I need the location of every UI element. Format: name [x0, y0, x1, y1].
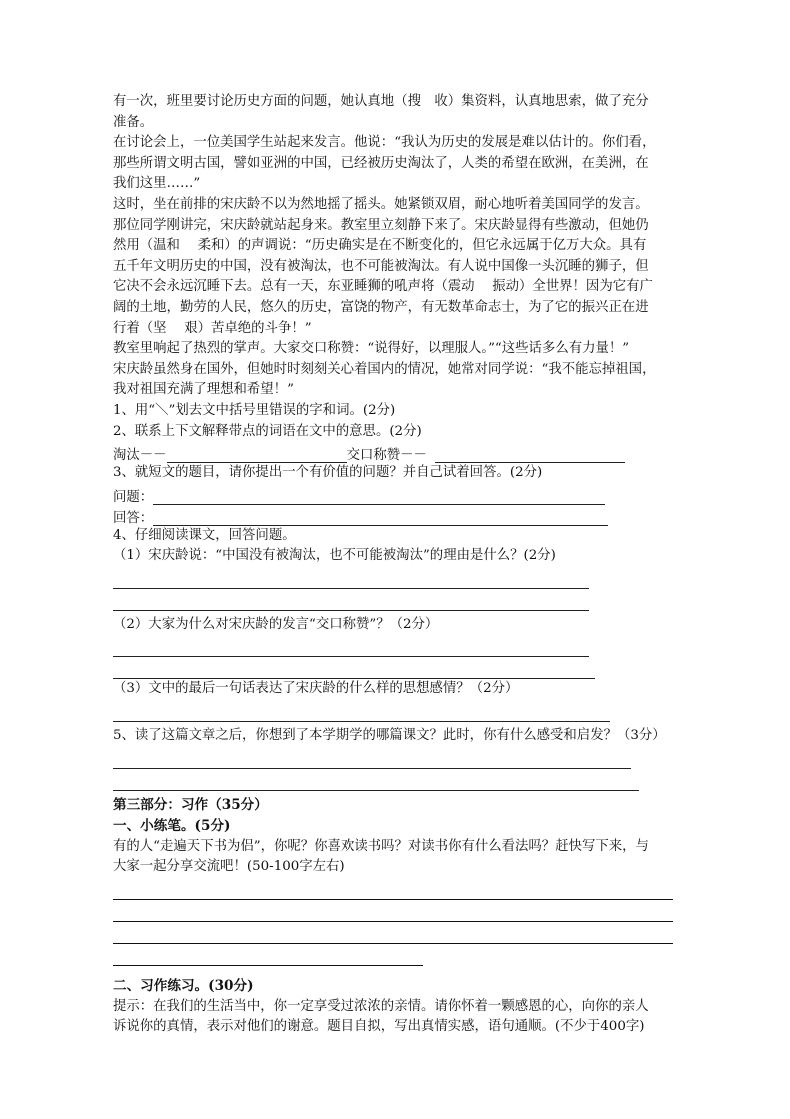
q3-answer-label: 回答：	[113, 510, 154, 526]
question-4-1: （1）宋庆龄说：“中国没有被淘汰，也不可能被淘汰”的理由是什么？(2分)	[113, 548, 556, 564]
writing-line[interactable]	[113, 878, 673, 900]
q3-question-label: 问题：	[113, 489, 154, 505]
question-4-2: （2）大家为什么对宋庆龄的发言“交口称赞”？（2分）	[113, 616, 439, 632]
writing-line[interactable]	[113, 900, 673, 922]
answer-line[interactable]	[113, 589, 589, 611]
section-2-prompt: 诉说你的真情，表示对他们的谢意。题目自拟，写出真情实感，语句通顺。(不少于400字)	[113, 1019, 645, 1035]
question-1: 1、用“＼”划去文中括号里错误的字和词。(2分)	[113, 402, 396, 418]
answer-line[interactable]	[113, 635, 589, 657]
passage-line: 在讨论会上，一位美国学生站起来发言。他说：“我认为历史的发展是难以估计的。你们看，	[113, 135, 656, 151]
answer-blank-question[interactable]	[153, 490, 605, 505]
answer-blank-answer[interactable]	[153, 511, 608, 526]
question-4-3: （3）文中的最后一句话表达了宋庆龄的什么样的思想感情？（2分）	[113, 681, 519, 697]
passage-line: 有一次，班里要讨论历史方面的问题，她认真地（搜 收）集资料，认真地思索，做了充分	[113, 94, 649, 109]
exam-page	[113, 92, 683, 1038]
answer-blank-taotai[interactable]	[167, 448, 347, 463]
section-2-heading: 二、习作练习。(30分)	[113, 977, 254, 994]
passage-line: 我们这里……”	[113, 176, 201, 192]
passage-line: 宋庆龄虽然身在国外，但她时时刻刻关心着国内的情况，她常对同学说：“我不能忘掉祖国，	[113, 361, 656, 377]
question-3-ask-row	[113, 484, 683, 505]
reading-passage	[113, 92, 683, 401]
passage-line: 准备。	[113, 114, 154, 130]
part-3-heading: 第三部分：习作（35分）	[113, 796, 268, 813]
answer-blank-jiaokou[interactable]	[435, 448, 625, 463]
passage-line: 行着（坚 艰）苦卓绝的斗争！”	[113, 320, 312, 336]
passage-line: 这时，坐在前排的宋庆龄不以为然地摇了摇头。她紧锁双眉，耐心地听着美国同学的发言。	[113, 196, 649, 212]
question-5: 5、读了这篇文章之后，你想到了本学期学的哪篇课文？此时，你有什么感受和启发？（3分）	[113, 728, 666, 744]
answer-line[interactable]	[113, 747, 631, 769]
answer-line[interactable]	[113, 769, 639, 791]
passage-line: 教室里响起了热烈的掌声。大家交口称赞：“说得好，以理服人。”“这些话多么有力量！”	[113, 341, 630, 357]
question-2-answers	[113, 442, 683, 463]
writing-line[interactable]	[113, 944, 423, 966]
question-3: 3、就短文的题目，请你提出一个有价值的问题？并自己试着回答。(2分)	[113, 465, 543, 481]
passage-line: 那位同学刚讲完，宋庆龄就站起身来。教室里立刻静下来了。宋庆龄显得有些激动，但她仍	[113, 217, 649, 233]
answer-line[interactable]	[113, 567, 589, 589]
writing-line[interactable]	[113, 922, 673, 944]
answer-line[interactable]	[113, 657, 595, 679]
q2-term-taotai: 淘汰－－	[113, 448, 167, 464]
passage-line: 然用（温和 柔和）的声调说：“历史确实是在不断变化的，但它永远属于亿万大众。具有	[113, 238, 647, 254]
section-1-heading: 一、小练笔。(5分)	[113, 817, 231, 834]
q2-term-jiaokou: 交口称赞－－	[346, 448, 427, 464]
section-1-prompt: 大家一起分享交流吧！(50-100字左右)	[113, 859, 345, 875]
section-2-prompt: 提示：在我们的生活当中，你一定享受过浓浓的亲情。请你怀着一颗感恩的心，向你的亲人	[113, 998, 649, 1014]
passage-line: 我对祖国充满了理想和希望！”	[113, 382, 294, 398]
question-4: 4、仔细阅读课文，回答问题。	[113, 527, 296, 543]
question-3-answer-row	[113, 505, 683, 526]
answer-line[interactable]	[113, 700, 610, 722]
question-2: 2、联系上下文解释带点的词语在文中的意思。(2分)	[113, 423, 422, 439]
passage-line: 它决不会永远沉睡下去。总有一天，东亚睡狮的吼声将（震动 振动）全世界！因为它有广	[113, 279, 653, 295]
section-1-prompt: 有的人“走遍天下书为侣”，你呢？你喜欢读书吗？对读书你有什么看法吗？赶快写下来，与	[113, 838, 649, 854]
passage-line: 那些所谓文明古国，譬如亚洲的中国，已经被历史淘汰了，人类的希望在欧洲，在美洲，在	[113, 155, 649, 171]
passage-line: 五千年文明历史的中国，没有被淘汰，也不可能被淘汰。有人说中国像一头沉睡的狮子，但	[113, 258, 649, 274]
passage-line: 阔的土地，勤劳的人民，悠久的历史，富饶的物产，有无数革命志士，为了它的振兴正在进	[113, 299, 649, 315]
